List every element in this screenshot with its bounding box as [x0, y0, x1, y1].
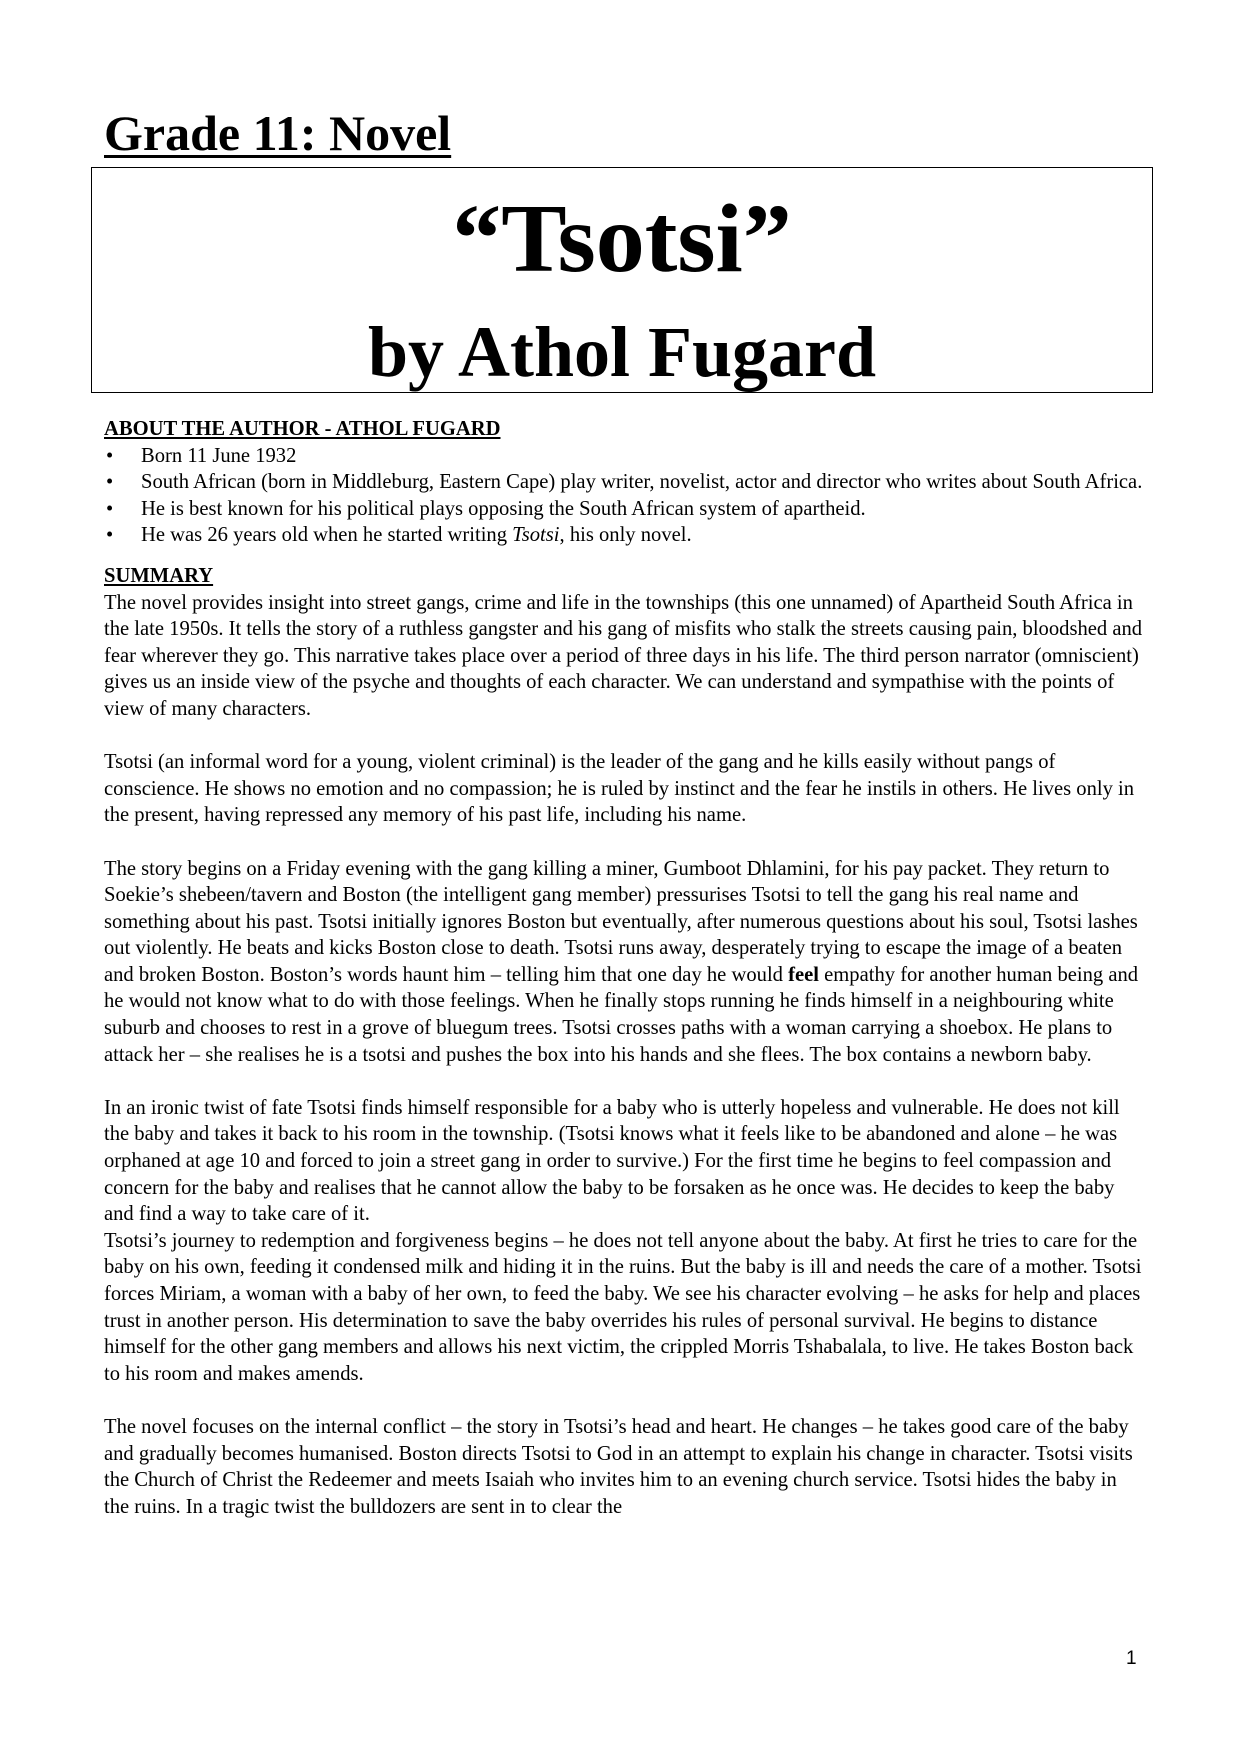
author-facts-list	[104, 443, 1144, 549]
summary-heading: SUMMARY	[104, 564, 214, 587]
summary-paragraph: In an ironic twist of fate Tsotsi finds himself responsible for a baby who is utterly hopeless and vulnerable. He does not kill the baby and takes it back to his room in the township. (Tsotsi knows what it feels like to be abandoned and alone – he was orphaned at age 10 and forced to join a street gang in order to survive.) For the first time he begins to feel compassion and concern for the baby and realises that he cannot allow the baby to be forsaken as he once was. He decides to keep the baby and find a way to take care of it.	[104, 1096, 1120, 1226]
novel-title: “Tsotsi”	[452, 185, 792, 293]
paragraph-text: empathy for another human being and he would not know what to do with those feelings. When he finally stops running he finds himself in a neighbouring white suburb and chooses to rest in a grove of bluegum trees. Tsotsi crosses paths with a woman carrying a shoebox. He plans to attack her – she realises he is a tsotsi and pushes the box into his hands and she flees. The box contains a newborn baby.	[104, 963, 1139, 1066]
summary-paragraph: Tsotsi’s journey to redemption and forgiveness begins – he does not tell anyone about the baby. At first he tries to care for the baby on his own, feeding it condensed milk and hiding it in the ruins. But the baby is ill and needs the care of a mother. Tsotsi forces Miriam, a woman with a baby of her own, to feed the baby. We see his character evolving – he asks for help and places trust in another person. His determination to save the baby overrides his rules of personal survival. He begins to distance himself for the other gang members and allows his next victim, the crippled Morris Tshabalala, to live. He takes Boston back to his room and makes amends.	[104, 1229, 1142, 1385]
summary-paragraph: The novel focuses on the internal conflict – the story in Tsotsi’s head and heart. He changes – he takes good care of the baby and gradually becomes humanised. Boston directs Tsotsi to God in an attempt to explain his change in character. Tsotsi visits the Church of Christ the Redeemer and meets Isaiah who invites him to an evening church service. Tsotsi hides the baby in the ruins. In a tragic twist the bulldozers are sent in to clear the	[104, 1415, 1133, 1518]
summary-paragraph	[104, 856, 1144, 1069]
document-body	[104, 416, 1144, 1520]
list-item	[104, 522, 1144, 549]
emphasis-bold: feel	[788, 963, 819, 986]
list-item-text: , his only novel.	[559, 524, 692, 547]
summary-paragraph: Tsotsi (an informal word for a young, violent criminal) is the leader of the gang and he kills easily without pangs of conscience. He shows no emotion and no compassion; he is ruled by instinct and the fear he instils in others. He lives only in the present, having repressed any memory of his past life, including his name.	[104, 751, 1135, 827]
paragraph-text: The story begins on a Friday evening with the gang killing a miner, Gumboot Dhlamini, for his pay packet. They return to Soekie’s shebeen/tavern and Boston (the intelligent gang member) pressurises Tsotsi to tell the gang his real name and something about his past. Tsotsi initially ignores Boston but eventually, after numerous questions about his soul, Tsotsi lashes out violently. He beats and kicks Boston close to death. Tsotsi runs away, desperately trying to escape the image of a beaten and broken Boston. Boston’s words haunt him – telling him that one day he would	[104, 857, 1138, 986]
summary-paragraph: The novel provides insight into street gangs, crime and life in the townships (this one unnamed) of Apartheid South Africa in the late 1950s. It tells the story of a ruthless gangster and his gang of misfits who stalk the streets causing pain, bloodshed and fear wherever they go. This narrative takes place over a period of three days in his life. The third person narrator (omniscient) gives us an inside view of the psyche and thoughts of each character. We can understand and sympathise with the points of view of many characters.	[104, 591, 1143, 720]
author-byline: by Athol Fugard	[367, 312, 877, 392]
list-item: • South African (born in Middleburg, Eastern Cape) play writer, novelist, actor and director who writes about South Africa.	[104, 469, 1144, 496]
list-item-text: He was 26 years old when he started writing	[141, 524, 513, 547]
novel-title-italic: Tsotsi	[512, 524, 560, 547]
title-box	[91, 167, 1153, 393]
about-author-heading: ABOUT THE AUTHOR - ATHOL FUGARD	[104, 418, 501, 440]
page-number: 1	[1126, 1648, 1137, 1669]
list-item: • Born 11 June 1932	[104, 443, 1144, 470]
page-heading: Grade 11: Novel	[104, 105, 452, 161]
list-item: • He is best known for his political plays opposing the South African system of apartheid.	[104, 496, 1144, 523]
